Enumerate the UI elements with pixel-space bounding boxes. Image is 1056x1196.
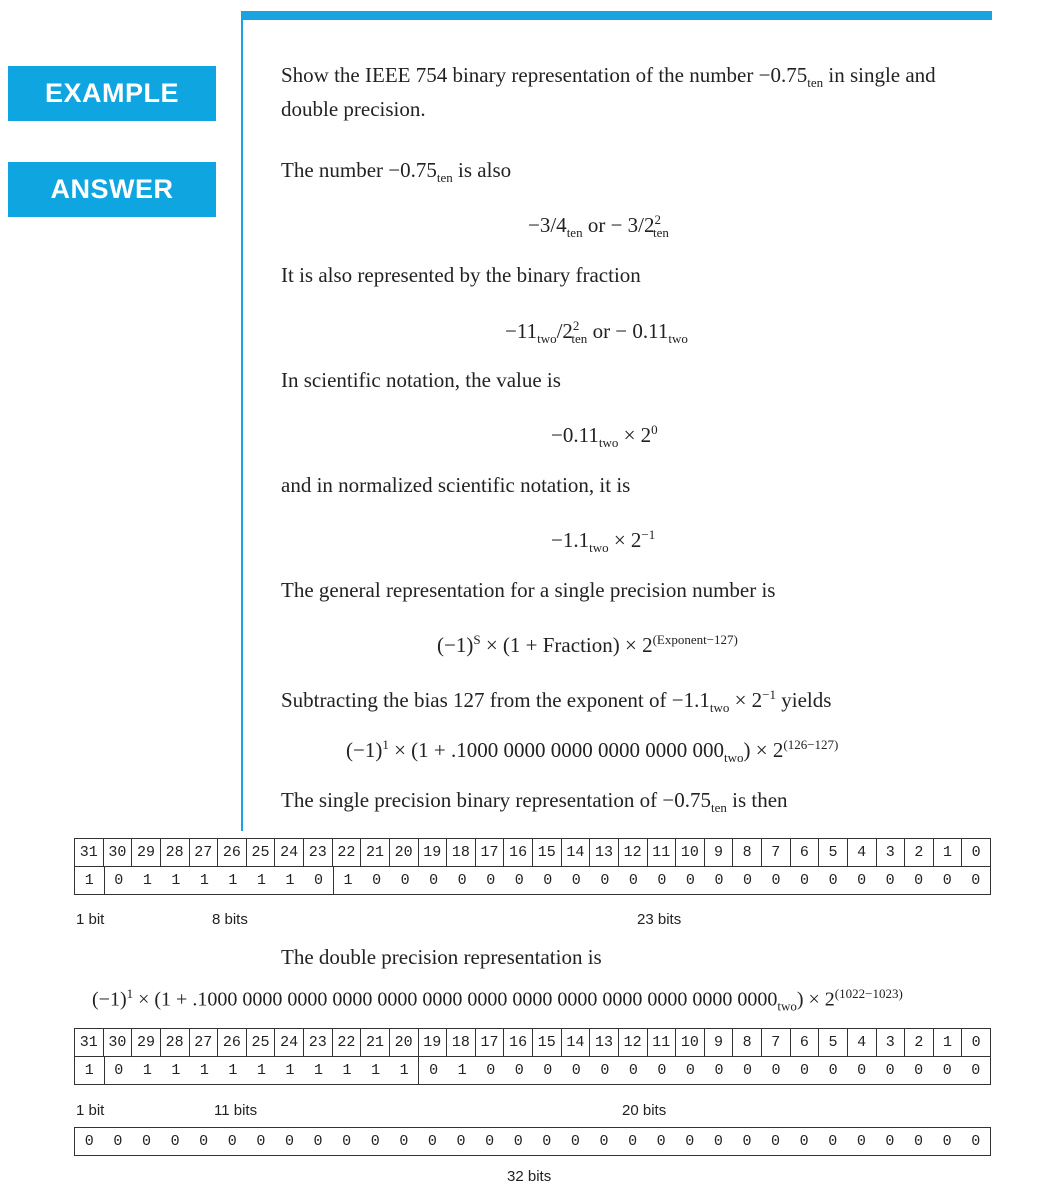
bit-index-cell: 19 (419, 1029, 448, 1056)
answer-para-3: In scientific notation, the value is (281, 368, 561, 392)
bit-value-cell: 0 (628, 1062, 638, 1079)
bit-value-cell: 1 (199, 1062, 209, 1079)
bit-value-cell: 0 (571, 872, 581, 889)
bit-value-cell: 0 (513, 1133, 523, 1150)
bit-index-cell: 2 (905, 1029, 934, 1056)
bit-value-cell: 0 (456, 1133, 466, 1150)
bit-value-cell: 0 (771, 1133, 781, 1150)
bit-value-cell: 0 (342, 1133, 352, 1150)
bit-value-cell: 1 (343, 872, 353, 889)
bit-value-row (75, 1056, 990, 1084)
bit-value-cell: 1 (457, 1062, 467, 1079)
bit-index-cell: 9 (705, 1029, 734, 1056)
bit-value-cell: 0 (543, 872, 553, 889)
bit-value-cell: 0 (828, 1062, 838, 1079)
bit-value-cell: 1 (342, 1062, 352, 1079)
bit-index-cell: 18 (447, 1029, 476, 1056)
bit-index-cell: 27 (190, 839, 219, 866)
answer-tag: ANSWER (8, 162, 216, 217)
bit-index-cell: 27 (190, 1029, 219, 1056)
answer-para-2: It is also represented by the binary fraction (281, 263, 641, 287)
answer-para-5: The general representation for a single precision number is (281, 578, 776, 602)
bit-index-cell: 22 (333, 1029, 362, 1056)
bit-value-cell: 0 (570, 1133, 580, 1150)
bit-value-cell: 0 (828, 1133, 838, 1150)
bit-value-cell: 0 (227, 1133, 237, 1150)
bit-index-cell: 0 (971, 844, 981, 861)
bit-value-cell: 0 (543, 1062, 553, 1079)
bit-index-cell: 11 (648, 1029, 677, 1056)
bit-index-cell: 6 (791, 1029, 820, 1056)
example-question: Show the IEEE 754 binary representation of the number $-0.75_{ten}$ in single and double precision. (281, 63, 936, 122)
bit-value-cell: 0 (486, 1062, 496, 1079)
bit-value-cell: 0 (656, 1133, 666, 1150)
bit-value-cell: 0 (84, 1133, 94, 1150)
bit-index-cell: 21 (361, 839, 390, 866)
bit-index-cell: 23 (304, 839, 333, 866)
bit-index-cell: 15 (533, 1029, 562, 1056)
bit-value-cell: 0 (628, 1133, 638, 1150)
bit-value-cell: 0 (942, 1062, 952, 1079)
bit-value-cell: 1 (75, 1057, 105, 1084)
bit-index-cell: 1 (934, 839, 963, 866)
double-low-word-table (74, 1127, 991, 1156)
bit-value-cell: 0 (800, 1062, 810, 1079)
bit-value-cell: 0 (486, 872, 496, 889)
bit-value-cell: 0 (685, 872, 695, 889)
bit-value-cell: 1 (199, 872, 209, 889)
bit-value-cell: 0 (914, 1062, 924, 1079)
bit-index-cell: 28 (161, 839, 190, 866)
bit-value-cell: 0 (628, 872, 638, 889)
bit-index-cell: 11 (648, 839, 677, 866)
bit-value-cell: 0 (771, 872, 781, 889)
bit-index-cell: 19 (419, 839, 448, 866)
bit-index-cell: 14 (562, 1029, 591, 1056)
bit-index-cell: 17 (476, 839, 505, 866)
single-exponent-label: 8 bits (212, 911, 248, 928)
bit-value-cell: 1 (75, 867, 105, 894)
bit-value-cell: 0 (600, 872, 610, 889)
bit-value-cell: 1 (228, 872, 238, 889)
bit-value-cell: 0 (713, 1133, 723, 1150)
bit-value-cell: 0 (599, 1133, 609, 1150)
bit-index-cell: 15 (533, 839, 562, 866)
top-rule (241, 11, 992, 20)
bit-value-cell: 0 (685, 1133, 695, 1150)
bit-value-cell: 0 (828, 872, 838, 889)
bit-value-cell: 0 (542, 1133, 552, 1150)
bit-value-cell: 0 (742, 1133, 752, 1150)
bit-value-cell: 0 (399, 1133, 409, 1150)
bit-index-cell: 30 (104, 1029, 133, 1056)
bit-index-cell: 4 (848, 839, 877, 866)
double-low-word-label: 32 bits (507, 1168, 552, 1185)
bit-value-cell: 0 (942, 1133, 952, 1150)
bit-index-cell: 8 (733, 1029, 762, 1056)
bit-index-cell: 12 (619, 1029, 648, 1056)
answer-para-4: and in normalized scientific notation, it is (281, 473, 631, 497)
bit-index-cell: 13 (590, 1029, 619, 1056)
bit-index-cell: 2 (905, 839, 934, 866)
bit-index-cell: 29 (132, 839, 161, 866)
bit-value-cell: 0 (429, 872, 439, 889)
bit-value-cell: 0 (971, 872, 981, 889)
bit-value-cell: 0 (284, 1133, 294, 1150)
bit-value-cell: 0 (427, 1133, 437, 1150)
bit-value-cell: 0 (714, 872, 724, 889)
bit-index-cell: 24 (275, 839, 304, 866)
bit-index-cell: 4 (848, 1029, 877, 1056)
bit-value-cell: 0 (113, 1133, 123, 1150)
bit-value-cell: 0 (800, 872, 810, 889)
bit-index-cell: 29 (132, 1029, 161, 1056)
bit-value-cell: 0 (514, 872, 524, 889)
bit-index-row (75, 839, 990, 866)
bit-value-cell: 0 (600, 1062, 610, 1079)
bit-index-cell: 24 (275, 1029, 304, 1056)
bit-value-cell: 0 (256, 1133, 266, 1150)
double-fraction-label: 20 bits (622, 1102, 667, 1119)
bit-value-cell: 1 (285, 872, 295, 889)
bit-index-cell: 31 (75, 839, 104, 866)
bit-index-row (75, 1029, 990, 1056)
bit-index-cell: 26 (218, 839, 247, 866)
single-precision-bit-table (74, 838, 991, 895)
bit-index-cell: 26 (218, 1029, 247, 1056)
bit-value-cell: 0 (313, 1133, 323, 1150)
bit-value-cell: 0 (799, 1133, 809, 1150)
bit-index-cell: 30 (104, 839, 133, 866)
bit-value-cell: 0 (400, 872, 410, 889)
bit-value-cell: 0 (914, 1133, 924, 1150)
bit-value-cell: 0 (971, 1133, 981, 1150)
margin-rule (241, 11, 243, 831)
bit-index-cell: 9 (705, 839, 734, 866)
bit-index-cell: 5 (819, 839, 848, 866)
answer-para-7: The single precision binary representation of $-0.75_{ten}$ is then (281, 788, 788, 816)
bit-value-cell: 0 (170, 1133, 180, 1150)
bit-index-cell: 0 (971, 1034, 981, 1051)
bit-value-cell: 1 (285, 1062, 295, 1079)
bit-index-cell: 28 (161, 1029, 190, 1056)
bit-value-cell: 0 (714, 1062, 724, 1079)
bit-value-cell: 0 (141, 1133, 151, 1150)
bit-value-cell: 0 (457, 872, 467, 889)
bit-index-cell: 18 (447, 839, 476, 866)
answer-para-6: Subtracting the bias 127 from the exponent of $-1.1_{two} \times 2^{-1}$ yields (281, 687, 832, 716)
bit-value-cell: 0 (857, 1062, 867, 1079)
bit-index-cell: 7 (762, 1029, 791, 1056)
bit-value-cell: 0 (114, 872, 124, 889)
bit-index-cell: 16 (504, 839, 533, 866)
bit-index-cell: 31 (75, 1029, 104, 1056)
bit-value-cell: 0 (856, 1133, 866, 1150)
bit-value-cell: 1 (256, 872, 266, 889)
bit-value-row (75, 866, 990, 894)
bit-value-cell: 0 (942, 872, 952, 889)
bit-index-cell: 8 (733, 839, 762, 866)
bit-index-cell: 23 (304, 1029, 333, 1056)
bit-value-cell: 1 (171, 872, 181, 889)
bit-value-cell: 0 (742, 1062, 752, 1079)
bit-index-cell: 12 (619, 839, 648, 866)
bit-value-cell: 1 (142, 872, 152, 889)
bit-value-cell: 1 (256, 1062, 266, 1079)
bit-value-cell: 0 (885, 1133, 895, 1150)
bit-index-cell: 20 (390, 839, 419, 866)
double-precision-bit-table (74, 1028, 991, 1085)
bit-value-cell: 0 (885, 1062, 895, 1079)
bit-value-row (75, 1128, 990, 1155)
bit-value-cell: 1 (142, 1062, 152, 1079)
bit-index-cell: 16 (504, 1029, 533, 1056)
bit-value-cell: 0 (657, 1062, 667, 1079)
bit-value-cell: 0 (199, 1133, 209, 1150)
bit-value-cell: 0 (429, 1062, 439, 1079)
single-fraction-label: 23 bits (637, 911, 682, 928)
answer-para-8: The double precision representation is (281, 945, 602, 969)
bit-value-cell: 0 (370, 1133, 380, 1150)
double-exponent-label: 11 bits (214, 1102, 258, 1119)
bit-index-cell: 17 (476, 1029, 505, 1056)
bit-value-cell: 0 (485, 1133, 495, 1150)
bit-value-cell: 1 (171, 1062, 181, 1079)
bit-value-cell: 0 (771, 1062, 781, 1079)
bit-value-cell: 0 (571, 1062, 581, 1079)
bit-index-cell: 20 (390, 1029, 419, 1056)
example-tag: EXAMPLE (8, 66, 216, 121)
bit-value-cell: 0 (685, 1062, 695, 1079)
bit-value-cell: 1 (390, 1057, 420, 1084)
bit-value-cell: 1 (228, 1062, 238, 1079)
bit-value-cell: 0 (742, 872, 752, 889)
single-sign-label: 1 bit (76, 911, 105, 928)
bit-index-cell: 10 (676, 839, 705, 866)
bit-value-cell: 0 (514, 1062, 524, 1079)
bit-index-cell: 14 (562, 839, 591, 866)
answer-para-1: The number $-0.75_{ten}$ is also (281, 158, 512, 186)
bit-index-cell: 1 (934, 1029, 963, 1056)
bit-value-cell: 0 (914, 872, 924, 889)
bit-value-cell: 0 (372, 872, 382, 889)
bit-value-cell: 0 (114, 1062, 124, 1079)
bit-index-cell: 10 (676, 1029, 705, 1056)
bit-index-cell: 13 (590, 839, 619, 866)
bit-value-cell: 0 (857, 872, 867, 889)
bit-index-cell: 3 (877, 839, 906, 866)
bit-value-cell: 0 (304, 867, 334, 894)
bit-value-cell: 1 (371, 1062, 381, 1079)
bit-index-cell: 22 (333, 839, 362, 866)
bit-value-cell: 0 (971, 1062, 981, 1079)
bit-index-cell: 5 (819, 1029, 848, 1056)
bit-value-cell: 0 (657, 872, 667, 889)
bit-index-cell: 25 (247, 839, 276, 866)
bit-index-cell: 6 (791, 839, 820, 866)
bit-index-cell: 7 (762, 839, 791, 866)
bit-value-cell: 1 (314, 1062, 324, 1079)
bit-index-cell: 25 (247, 1029, 276, 1056)
bit-index-cell: 21 (361, 1029, 390, 1056)
bit-value-cell: 0 (885, 872, 895, 889)
double-sign-label: 1 bit (76, 1102, 105, 1119)
bit-index-cell: 3 (877, 1029, 906, 1056)
